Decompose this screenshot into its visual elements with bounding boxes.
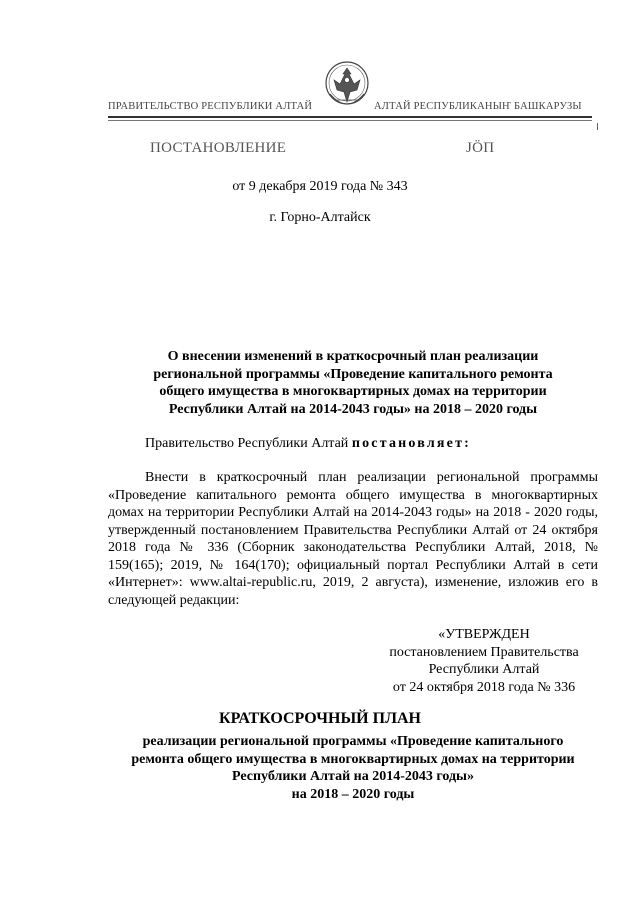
plan-subtitle-line: ремонта общего имущества в многоквартирных домах на территории (131, 751, 575, 767)
document-type: ПОСТАНОВЛЕНИЕ (150, 140, 287, 156)
document-type-alt: JӦП (466, 140, 495, 156)
header-rule-thick (108, 116, 592, 118)
plan-subtitle-line: Республики Алтай на 2014-2043 годы» (232, 769, 474, 784)
document-title (108, 348, 598, 418)
plan-subtitle-line: на 2018 – 2020 годы (291, 786, 415, 802)
decree-intro-text: Правительство Республики Алтай (145, 436, 352, 451)
approval-line: постановлением Правительства (389, 644, 579, 660)
title-line: региональной программы «Проведение капитального ремонта (153, 366, 553, 382)
plan-subtitle-line: реализации региональной программы «Проведение капитального (142, 734, 564, 749)
document-date: от 9 декабря 2019 года № 343 (232, 179, 408, 194)
body-paragraph: Внести в краткосрочный план реализации региональной программы «Проведение капитального ремонта общего имущества в многоквартирных домах на территории Республики Алтай на 2014-2043 годы» на 2018 - 2020 годы, утвержденный постановлением Правительства Республики Алтай от 24 октября 2018 года № 336 (Сборник законодательства Республики Алтай, 2018, № 159(165); 2019, № 164(170); официальный портал Республики Алтай в сети «Интернет»: www.altai-republic.ru, 2019, 2 августа), изменение, изложив его в следующей редакции: (108, 470, 598, 608)
approval-stamp-text (370, 626, 598, 696)
approval-line: от 24 октября 2018 года № 336 (392, 679, 576, 695)
document-city: г. Горно-Алтайск (269, 210, 371, 225)
coat-of-arms-icon (322, 58, 372, 116)
government-name-ru: ПРАВИТЕЛЬСТВО РЕСПУБЛИКИ АЛТАЙ (108, 101, 313, 112)
title-line: Республики Алтай на 2014-2043 годы» на 2018 – 2020 годы (168, 401, 538, 417)
approval-line: Республики Алтай (428, 662, 540, 677)
margin-mark (597, 123, 598, 130)
plan-subtitle (108, 733, 598, 803)
header-rule-thin (108, 120, 592, 121)
plan-title: КРАТКОСРОЧНЫЙ ПЛАН (219, 710, 421, 727)
decree-intro (145, 436, 471, 452)
decree-keyword: постановляет: (351, 436, 472, 451)
title-line: общего имущества в многоквартирных домах на территории (159, 384, 547, 399)
government-name-alt: АЛТАЙ РЕСПУБЛИКАНЫҤ БАШКАРУЗЫ (374, 101, 582, 112)
approval-line: «УТВЕРЖДЕН (438, 627, 530, 642)
title-line: О внесении изменений в краткосрочный план реализации (167, 349, 539, 364)
